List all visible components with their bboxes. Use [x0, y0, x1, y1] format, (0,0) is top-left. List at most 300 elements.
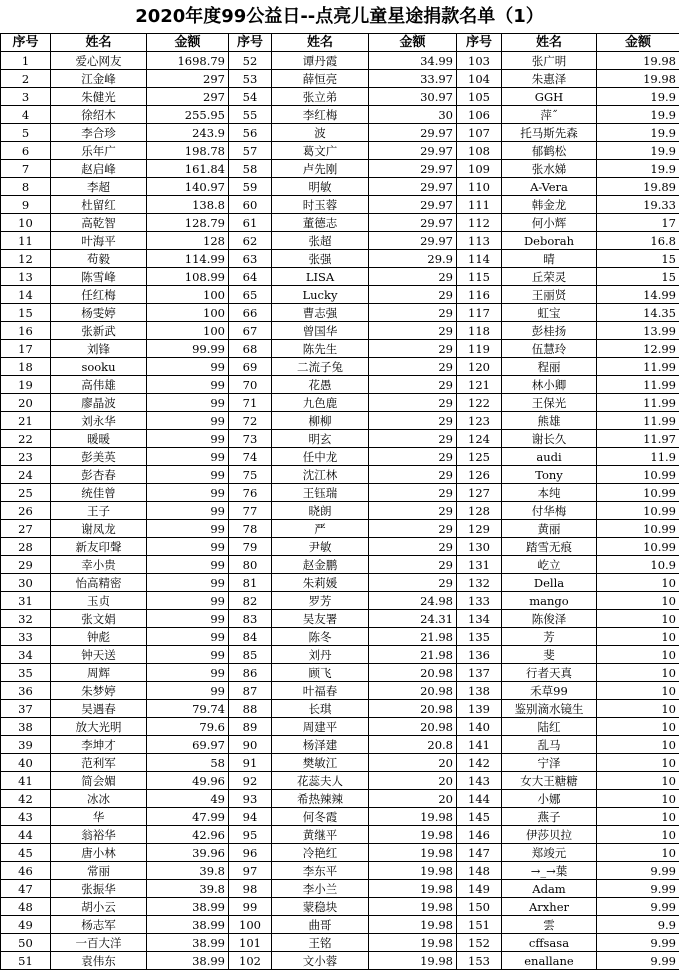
- table-row: [1, 682, 679, 700]
- table-row: [1, 430, 679, 448]
- cell-amount: 10: [597, 682, 679, 700]
- cell-donor-name: 冷艳红: [272, 844, 369, 862]
- table-row: [1, 772, 679, 790]
- table-row: [1, 592, 679, 610]
- cell-index: 21: [1, 412, 51, 430]
- cell-index: 10: [1, 214, 51, 232]
- cell-amount: 29: [369, 448, 457, 466]
- cell-amount: 114.99: [147, 250, 229, 268]
- cell-index: 136: [457, 646, 502, 664]
- cell-amount: 19.98: [369, 844, 457, 862]
- cell-amount: 29: [369, 286, 457, 304]
- cell-amount: 10: [597, 664, 679, 682]
- table-row: [1, 304, 679, 322]
- cell-donor-name: LISA: [272, 268, 369, 286]
- cell-donor-name: 樊敏江: [272, 754, 369, 772]
- cell-donor-name: 赵金鹏: [272, 556, 369, 574]
- cell-amount: 15: [597, 250, 679, 268]
- cell-index: 79: [229, 538, 272, 556]
- table-row: [1, 538, 679, 556]
- cell-donor-name: 文小蓉: [272, 952, 369, 970]
- cell-index: 100: [229, 916, 272, 934]
- cell-index: 119: [457, 340, 502, 358]
- cell-donor-name: 张文娟: [51, 610, 147, 628]
- cell-donor-name: 薛恒亮: [272, 70, 369, 88]
- cell-amount: 19.98: [369, 916, 457, 934]
- cell-amount: 19.98: [369, 952, 457, 970]
- cell-amount: 38.99: [147, 916, 229, 934]
- cell-amount: 19.98: [369, 862, 457, 880]
- cell-index: 69: [229, 358, 272, 376]
- cell-amount: 29: [369, 268, 457, 286]
- cell-donor-name: 朱莉媛: [272, 574, 369, 592]
- cell-index: 50: [1, 934, 51, 952]
- cell-index: 32: [1, 610, 51, 628]
- cell-amount: 10: [597, 808, 679, 826]
- cell-donor-name: 张广明: [502, 52, 597, 70]
- cell-index: 96: [229, 844, 272, 862]
- cell-index: 118: [457, 322, 502, 340]
- cell-amount: 20: [369, 754, 457, 772]
- cell-index: 91: [229, 754, 272, 772]
- cell-donor-name: 苟毅: [51, 250, 147, 268]
- cell-index: 82: [229, 592, 272, 610]
- cell-amount: 29: [369, 322, 457, 340]
- cell-amount: 10.99: [597, 538, 679, 556]
- cell-donor-name: 乱马: [502, 736, 597, 754]
- cell-donor-name: 时玉蓉: [272, 196, 369, 214]
- cell-amount: 9.99: [597, 880, 679, 898]
- table-row: [1, 862, 679, 880]
- cell-donor-name: 李合珍: [51, 124, 147, 142]
- cell-index: 6: [1, 142, 51, 160]
- cell-amount: 58: [147, 754, 229, 772]
- table-row: [1, 88, 679, 106]
- table-row: [1, 664, 679, 682]
- cell-amount: 100: [147, 286, 229, 304]
- table-row: [1, 448, 679, 466]
- cell-index: 39: [1, 736, 51, 754]
- cell-donor-name: 何小辉: [502, 214, 597, 232]
- cell-index: 73: [229, 430, 272, 448]
- cell-index: 47: [1, 880, 51, 898]
- cell-amount: 19.9: [597, 106, 679, 124]
- cell-amount: 99: [147, 574, 229, 592]
- table-row: [1, 142, 679, 160]
- cell-donor-name: 朱梦婷: [51, 682, 147, 700]
- table-row: [1, 124, 679, 142]
- cell-amount: 100: [147, 322, 229, 340]
- cell-donor-name: 放大光明: [51, 718, 147, 736]
- cell-donor-name: 曲哥: [272, 916, 369, 934]
- cell-index: 26: [1, 502, 51, 520]
- cell-donor-name: 任红梅: [51, 286, 147, 304]
- cell-donor-name: 郑竣元: [502, 844, 597, 862]
- cell-index: 58: [229, 160, 272, 178]
- cell-donor-name: 廖晶波: [51, 394, 147, 412]
- cell-donor-name: 刘锋: [51, 340, 147, 358]
- cell-donor-name: 李小兰: [272, 880, 369, 898]
- cell-index: 56: [229, 124, 272, 142]
- cell-index: 147: [457, 844, 502, 862]
- cell-donor-name: 波: [272, 124, 369, 142]
- cell-amount: 19.33: [597, 196, 679, 214]
- cell-donor-name: 彭杏春: [51, 466, 147, 484]
- cell-amount: 19.98: [369, 880, 457, 898]
- cell-index: 52: [229, 52, 272, 70]
- table-row: [1, 412, 679, 430]
- cell-donor-name: 女大王糖糖: [502, 772, 597, 790]
- cell-index: 97: [229, 862, 272, 880]
- cell-donor-name: 怡高精密: [51, 574, 147, 592]
- cell-index: 55: [229, 106, 272, 124]
- cell-amount: 10: [597, 610, 679, 628]
- header-amount: 金额: [597, 34, 679, 52]
- cell-amount: 19.98: [597, 70, 679, 88]
- cell-donor-name: 丘荣灵: [502, 268, 597, 286]
- cell-amount: 99: [147, 520, 229, 538]
- cell-donor-name: 郁鹤松: [502, 142, 597, 160]
- table-row: [1, 106, 679, 124]
- cell-donor-name: 小娜: [502, 790, 597, 808]
- cell-amount: 99: [147, 556, 229, 574]
- cell-donor-name: 李坤才: [51, 736, 147, 754]
- cell-amount: 42.96: [147, 826, 229, 844]
- cell-donor-name: 黄丽: [502, 520, 597, 538]
- cell-amount: 99: [147, 664, 229, 682]
- cell-index: 25: [1, 484, 51, 502]
- cell-amount: 29.9: [369, 250, 457, 268]
- cell-amount: 49.96: [147, 772, 229, 790]
- cell-donor-name: 叶福春: [272, 682, 369, 700]
- cell-index: 3: [1, 88, 51, 106]
- cell-amount: 99: [147, 610, 229, 628]
- cell-donor-name: 王丽贤: [502, 286, 597, 304]
- table-row: [1, 556, 679, 574]
- cell-index: 143: [457, 772, 502, 790]
- cell-amount: 99: [147, 502, 229, 520]
- cell-index: 13: [1, 268, 51, 286]
- cell-donor-name: 雲: [502, 916, 597, 934]
- cell-donor-name: 暖暖: [51, 430, 147, 448]
- cell-amount: 29: [369, 358, 457, 376]
- header-name: 姓名: [272, 34, 369, 52]
- cell-donor-name: 行者天真: [502, 664, 597, 682]
- cell-index: 1: [1, 52, 51, 70]
- cell-donor-name: 胡小云: [51, 898, 147, 916]
- cell-donor-name: 曹志强: [272, 304, 369, 322]
- cell-donor-name: 托马斯先森: [502, 124, 597, 142]
- cell-index: 67: [229, 322, 272, 340]
- cell-amount: 29: [369, 484, 457, 502]
- table-row: [1, 232, 679, 250]
- cell-donor-name: 鉴别滴水镜生: [502, 700, 597, 718]
- cell-index: 151: [457, 916, 502, 934]
- cell-amount: 297: [147, 88, 229, 106]
- cell-index: 54: [229, 88, 272, 106]
- header-index: 序号: [457, 34, 502, 52]
- cell-index: 57: [229, 142, 272, 160]
- cell-index: 127: [457, 484, 502, 502]
- cell-index: 36: [1, 682, 51, 700]
- cell-index: 45: [1, 844, 51, 862]
- cell-donor-name: 张振华: [51, 880, 147, 898]
- cell-index: 112: [457, 214, 502, 232]
- cell-amount: 29: [369, 376, 457, 394]
- cell-amount: 19.98: [369, 808, 457, 826]
- cell-index: 63: [229, 250, 272, 268]
- cell-amount: 99: [147, 628, 229, 646]
- cell-amount: 100: [147, 304, 229, 322]
- cell-donor-name: 统佳曾: [51, 484, 147, 502]
- cell-amount: 29: [369, 340, 457, 358]
- cell-index: 104: [457, 70, 502, 88]
- cell-donor-name: 伍慧玲: [502, 340, 597, 358]
- cell-index: 153: [457, 952, 502, 970]
- cell-donor-name: Lucky: [272, 286, 369, 304]
- cell-donor-name: 花愚: [272, 376, 369, 394]
- donation-table: [0, 33, 679, 970]
- cell-index: 80: [229, 556, 272, 574]
- cell-index: 99: [229, 898, 272, 916]
- cell-index: 130: [457, 538, 502, 556]
- cell-amount: 39.96: [147, 844, 229, 862]
- cell-donor-name: 屹立: [502, 556, 597, 574]
- cell-amount: 20.98: [369, 700, 457, 718]
- cell-amount: 11.99: [597, 412, 679, 430]
- cell-amount: 99: [147, 394, 229, 412]
- table-row: [1, 934, 679, 952]
- cell-amount: 99: [147, 466, 229, 484]
- cell-index: 68: [229, 340, 272, 358]
- cell-amount: 9.99: [597, 898, 679, 916]
- cell-donor-name: 陈雪峰: [51, 268, 147, 286]
- cell-index: 152: [457, 934, 502, 952]
- cell-amount: 29: [369, 466, 457, 484]
- table-row: [1, 700, 679, 718]
- cell-amount: 99.99: [147, 340, 229, 358]
- cell-amount: 10.99: [597, 484, 679, 502]
- table-row: [1, 628, 679, 646]
- cell-donor-name: 杨泽建: [272, 736, 369, 754]
- cell-amount: 39.8: [147, 862, 229, 880]
- cell-donor-name: 吴友署: [272, 610, 369, 628]
- cell-index: 108: [457, 142, 502, 160]
- cell-donor-name: 一百大洋: [51, 934, 147, 952]
- table-row: [1, 844, 679, 862]
- cell-index: 146: [457, 826, 502, 844]
- table-row: [1, 268, 679, 286]
- cell-amount: 10: [597, 754, 679, 772]
- cell-index: 140: [457, 718, 502, 736]
- cell-donor-name: 长琪: [272, 700, 369, 718]
- cell-amount: 99: [147, 538, 229, 556]
- cell-index: 28: [1, 538, 51, 556]
- cell-index: 11: [1, 232, 51, 250]
- cell-index: 30: [1, 574, 51, 592]
- cell-amount: 99: [147, 484, 229, 502]
- cell-amount: 33.97: [369, 70, 457, 88]
- cell-index: 29: [1, 556, 51, 574]
- cell-index: 101: [229, 934, 272, 952]
- cell-index: 61: [229, 214, 272, 232]
- cell-donor-name: 江金峰: [51, 70, 147, 88]
- cell-donor-name: 黄继平: [272, 826, 369, 844]
- table-row: [1, 340, 679, 358]
- table-row: [1, 376, 679, 394]
- cell-amount: 99: [147, 412, 229, 430]
- cell-index: 24: [1, 466, 51, 484]
- cell-index: 7: [1, 160, 51, 178]
- cell-donor-name: 朱健光: [51, 88, 147, 106]
- cell-amount: 19.98: [597, 52, 679, 70]
- cell-donor-name: 张新武: [51, 322, 147, 340]
- cell-index: 84: [229, 628, 272, 646]
- cell-amount: 255.95: [147, 106, 229, 124]
- cell-donor-name: 高伟雄: [51, 376, 147, 394]
- cell-amount: 243.9: [147, 124, 229, 142]
- table-row: [1, 916, 679, 934]
- cell-amount: 108.99: [147, 268, 229, 286]
- cell-index: 59: [229, 178, 272, 196]
- cell-donor-name: 陆红: [502, 718, 597, 736]
- cell-donor-name: 踏雪无痕: [502, 538, 597, 556]
- cell-donor-name: 徐绍木: [51, 106, 147, 124]
- cell-index: 71: [229, 394, 272, 412]
- cell-index: 121: [457, 376, 502, 394]
- cell-index: 5: [1, 124, 51, 142]
- cell-donor-name: 任中龙: [272, 448, 369, 466]
- cell-index: 16: [1, 322, 51, 340]
- cell-index: 23: [1, 448, 51, 466]
- table-row: [1, 736, 679, 754]
- cell-donor-name: 希热辣辣: [272, 790, 369, 808]
- cell-index: 107: [457, 124, 502, 142]
- cell-donor-name: 范利军: [51, 754, 147, 772]
- cell-donor-name: 花蕊夫人: [272, 772, 369, 790]
- cell-index: 98: [229, 880, 272, 898]
- cell-donor-name: 张强: [272, 250, 369, 268]
- cell-index: 134: [457, 610, 502, 628]
- cell-index: 81: [229, 574, 272, 592]
- cell-amount: 11.97: [597, 430, 679, 448]
- cell-amount: 9.9: [597, 916, 679, 934]
- cell-amount: 10: [597, 736, 679, 754]
- cell-donor-name: 卢先刚: [272, 160, 369, 178]
- cell-amount: 29: [369, 556, 457, 574]
- table-row: [1, 502, 679, 520]
- cell-amount: 10: [597, 628, 679, 646]
- cell-donor-name: 赵启峰: [51, 160, 147, 178]
- cell-index: 76: [229, 484, 272, 502]
- cell-amount: 19.98: [369, 826, 457, 844]
- cell-amount: 24.98: [369, 592, 457, 610]
- cell-donor-name: 尹敏: [272, 538, 369, 556]
- cell-index: 65: [229, 286, 272, 304]
- cell-donor-name: GGH: [502, 88, 597, 106]
- header-name: 姓名: [502, 34, 597, 52]
- cell-donor-name: Arxher: [502, 898, 597, 916]
- cell-donor-name: 彭桂扬: [502, 322, 597, 340]
- cell-amount: 128.79: [147, 214, 229, 232]
- cell-amount: 10: [597, 790, 679, 808]
- cell-amount: 19.89: [597, 178, 679, 196]
- table-row: [1, 178, 679, 196]
- cell-donor-name: 萍˝: [502, 106, 597, 124]
- cell-amount: 39.8: [147, 880, 229, 898]
- table-row: [1, 70, 679, 88]
- cell-donor-name: 刘永华: [51, 412, 147, 430]
- cell-donor-name: audi: [502, 448, 597, 466]
- cell-index: 40: [1, 754, 51, 772]
- cell-amount: 297: [147, 70, 229, 88]
- cell-donor-name: 爱心网友: [51, 52, 147, 70]
- table-row: [1, 826, 679, 844]
- cell-donor-name: 周辉: [51, 664, 147, 682]
- cell-amount: 29: [369, 430, 457, 448]
- cell-index: 49: [1, 916, 51, 934]
- cell-index: 132: [457, 574, 502, 592]
- table-row: [1, 394, 679, 412]
- cell-amount: 17: [597, 214, 679, 232]
- table-row: [1, 898, 679, 916]
- cell-index: 46: [1, 862, 51, 880]
- cell-index: 109: [457, 160, 502, 178]
- cell-amount: 24.31: [369, 610, 457, 628]
- cell-amount: 15: [597, 268, 679, 286]
- cell-donor-name: 张水娣: [502, 160, 597, 178]
- cell-donor-name: 沈江林: [272, 466, 369, 484]
- cell-amount: 14.99: [597, 286, 679, 304]
- cell-donor-name: 何冬霞: [272, 808, 369, 826]
- cell-index: 77: [229, 502, 272, 520]
- cell-index: 78: [229, 520, 272, 538]
- cell-donor-name: Della: [502, 574, 597, 592]
- cell-index: 20: [1, 394, 51, 412]
- cell-donor-name: →_→葉: [502, 862, 597, 880]
- cell-index: 110: [457, 178, 502, 196]
- cell-amount: 21.98: [369, 628, 457, 646]
- cell-index: 138: [457, 682, 502, 700]
- cell-index: 17: [1, 340, 51, 358]
- cell-donor-name: 芳: [502, 628, 597, 646]
- cell-index: 94: [229, 808, 272, 826]
- cell-amount: 14.35: [597, 304, 679, 322]
- cell-amount: 13.99: [597, 322, 679, 340]
- cell-index: 124: [457, 430, 502, 448]
- cell-donor-name: 谭丹霞: [272, 52, 369, 70]
- cell-amount: 29: [369, 502, 457, 520]
- cell-amount: 79.74: [147, 700, 229, 718]
- cell-donor-name: 简会媚: [51, 772, 147, 790]
- cell-index: 72: [229, 412, 272, 430]
- cell-donor-name: sooku: [51, 358, 147, 376]
- cell-donor-name: 葛文广: [272, 142, 369, 160]
- cell-index: 141: [457, 736, 502, 754]
- cell-index: 117: [457, 304, 502, 322]
- cell-index: 42: [1, 790, 51, 808]
- cell-donor-name: 严: [272, 520, 369, 538]
- cell-donor-name: 蒙稳块: [272, 898, 369, 916]
- table-row: [1, 466, 679, 484]
- table-row: [1, 196, 679, 214]
- cell-donor-name: 陈冬: [272, 628, 369, 646]
- cell-amount: 99: [147, 430, 229, 448]
- cell-donor-name: 乐年广: [51, 142, 147, 160]
- cell-donor-name: 华: [51, 808, 147, 826]
- cell-index: 18: [1, 358, 51, 376]
- header-name: 姓名: [51, 34, 147, 52]
